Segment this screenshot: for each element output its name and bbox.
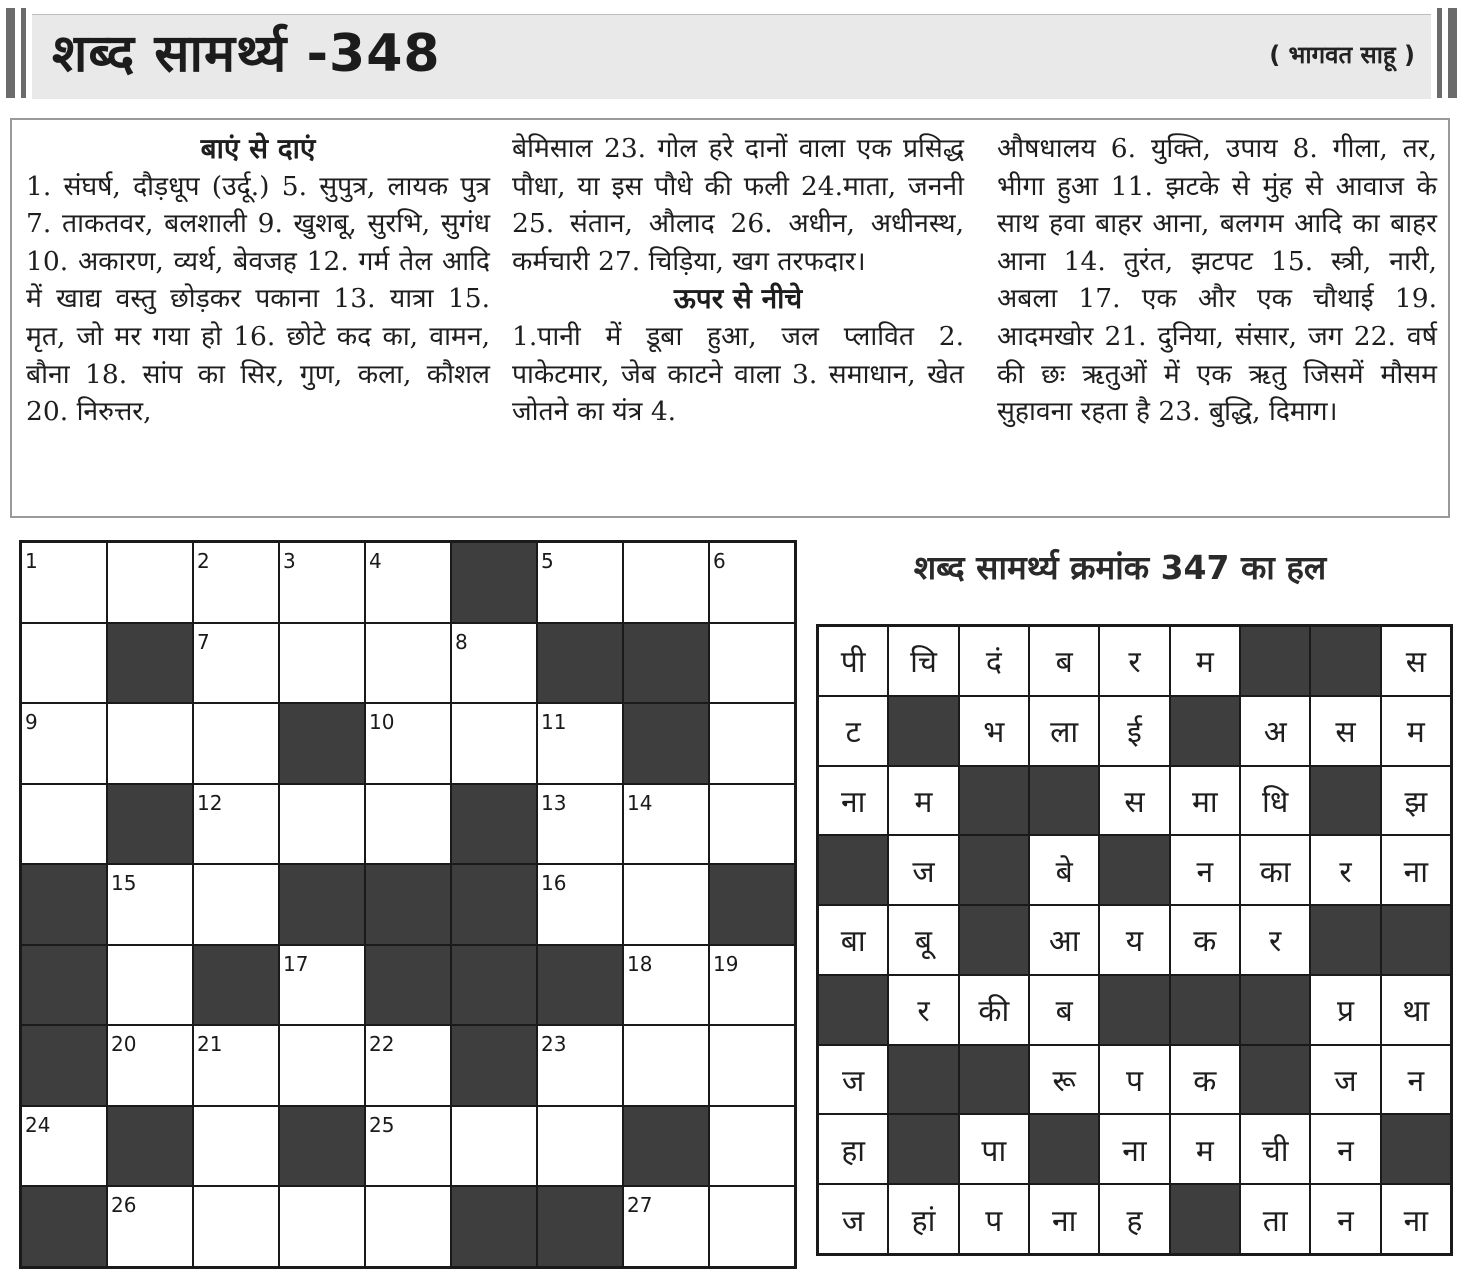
header-left-bar — [6, 8, 15, 98]
solution-cell-black — [818, 835, 888, 905]
clue-number: 13 — [541, 790, 567, 815]
grid-cell-black — [451, 1025, 537, 1106]
clue-number: 19 — [713, 951, 739, 976]
solution-cell: ना — [818, 766, 888, 836]
crossword-grid — [19, 540, 797, 1269]
clue-number: 8 — [455, 629, 468, 654]
grid-cell[interactable] — [21, 623, 107, 704]
down-heading: ऊपर से नीचे — [673, 282, 803, 316]
clue-number: 5 — [541, 549, 554, 573]
clue-number: 12 — [197, 790, 223, 815]
solution-cell: न — [1381, 1045, 1451, 1115]
solution-cell-black — [959, 766, 1029, 836]
grid-cell[interactable] — [365, 1106, 451, 1187]
solution-cell-black — [959, 905, 1029, 975]
solution-cell: दं — [959, 626, 1029, 696]
header-left-bar-thin — [21, 8, 26, 98]
grid-cell-black — [623, 1106, 709, 1187]
grid-cell[interactable] — [365, 542, 451, 623]
grid-cell-black — [365, 864, 451, 945]
solution-cell: ज — [1310, 1045, 1380, 1115]
clue-number: 1 — [25, 549, 38, 573]
clue-number: 26 — [111, 1193, 137, 1218]
down-clues-part-1: 1.पानी में डूबा हुआ, जल प्लावित 2. पाकेटमार, जेब काटने वाला 3. समाधान, खेत जोतने का यंत्र 4. — [512, 320, 964, 428]
grid-cell[interactable] — [193, 623, 279, 704]
solution-cell: हा — [818, 1114, 888, 1184]
grid-cell[interactable] — [709, 703, 795, 784]
solution-cell: अ — [1240, 696, 1310, 766]
grid-cell[interactable] — [279, 945, 365, 1026]
solution-cell-black — [818, 975, 888, 1045]
solution-cell-black — [1240, 1045, 1310, 1115]
solution-cell: ज — [818, 1184, 888, 1254]
grid-cell-black — [451, 784, 537, 865]
clue-number: 22 — [369, 1032, 395, 1057]
solution-cell: स — [1381, 626, 1451, 696]
header-right-bar-thin — [1437, 8, 1442, 98]
header-right-bar — [1448, 8, 1457, 98]
clue-number: 25 — [369, 1112, 395, 1137]
grid-cell[interactable] — [193, 784, 279, 865]
grid-cell[interactable] — [21, 542, 107, 623]
solution-cell: हां — [888, 1184, 958, 1254]
clue-number: 17 — [283, 951, 309, 976]
solution-cell-black — [888, 1114, 958, 1184]
grid-cell[interactable] — [451, 703, 537, 784]
grid-cell[interactable] — [537, 1025, 623, 1106]
grid-cell[interactable] — [623, 1186, 709, 1267]
solution-cell: क — [1170, 905, 1240, 975]
solution-cell: बा — [818, 905, 888, 975]
grid-cell-black — [279, 703, 365, 784]
solution-cell: का — [1240, 835, 1310, 905]
solution-cell: की — [959, 975, 1029, 1045]
solution-cell-black — [1170, 1184, 1240, 1254]
solution-cell: प — [959, 1184, 1029, 1254]
clue-number: 23 — [541, 1032, 567, 1057]
solution-cell: स — [1310, 696, 1380, 766]
grid-cell-black — [451, 945, 537, 1026]
solution-cell: पी — [818, 626, 888, 696]
solution-cell-black — [1381, 1114, 1451, 1184]
solution-cell-black — [1029, 1114, 1099, 1184]
clue-number: 16 — [541, 871, 567, 896]
solution-cell: ब — [1029, 626, 1099, 696]
grid-cell[interactable] — [709, 784, 795, 865]
clue-number: 18 — [627, 951, 653, 976]
solution-cell: झ — [1381, 766, 1451, 836]
grid-cell[interactable] — [107, 1186, 193, 1267]
grid-cell-black — [21, 1186, 107, 1267]
solution-cell: भ — [959, 696, 1029, 766]
grid-cell[interactable] — [279, 623, 365, 704]
solution-cell: ना — [1029, 1184, 1099, 1254]
grid-cell-black — [537, 1186, 623, 1267]
grid-cell-black — [537, 945, 623, 1026]
solution-cell: ई — [1099, 696, 1169, 766]
solution-cell: य — [1099, 905, 1169, 975]
solution-cell: ला — [1029, 696, 1099, 766]
solution-cell: आ — [1029, 905, 1099, 975]
solution-cell: ना — [1381, 835, 1451, 905]
solution-cell: पा — [959, 1114, 1029, 1184]
solution-cell-black — [1099, 835, 1169, 905]
solution-cell: ह — [1099, 1184, 1169, 1254]
solution-cell: ट — [818, 696, 888, 766]
solution-cell: धि — [1240, 766, 1310, 836]
grid-cell[interactable] — [709, 623, 795, 704]
solution-cell-black — [1310, 905, 1380, 975]
grid-cell[interactable] — [709, 1186, 795, 1267]
grid-cell[interactable] — [279, 1186, 365, 1267]
grid-cell[interactable] — [623, 784, 709, 865]
solution-cell: बू — [888, 905, 958, 975]
header-banner — [6, 8, 1457, 98]
grid-cell[interactable] — [365, 623, 451, 704]
grid-cell[interactable] — [709, 945, 795, 1026]
solution-cell: क — [1170, 1045, 1240, 1115]
solution-cell: प — [1099, 1045, 1169, 1115]
grid-cell-black — [107, 784, 193, 865]
grid-cell-black — [451, 1186, 537, 1267]
solution-cell: ज — [818, 1045, 888, 1115]
clue-number: 20 — [111, 1032, 137, 1057]
solution-cell-black — [1099, 975, 1169, 1045]
solution-cell: ता — [1240, 1184, 1310, 1254]
clue-number: 27 — [627, 1193, 653, 1218]
grid-cell[interactable] — [193, 1106, 279, 1187]
grid-cell[interactable] — [537, 542, 623, 623]
grid-cell-black — [451, 864, 537, 945]
clue-number: 15 — [111, 871, 137, 896]
solution-cell: र — [1240, 905, 1310, 975]
clue-number: 21 — [197, 1032, 223, 1057]
grid-cell[interactable] — [107, 1025, 193, 1106]
grid-cell-black — [21, 945, 107, 1026]
grid-cell[interactable] — [107, 703, 193, 784]
grid-cell[interactable] — [451, 1106, 537, 1187]
grid-cell[interactable] — [623, 864, 709, 945]
solution-cell: म — [888, 766, 958, 836]
solution-cell: स — [1099, 766, 1169, 836]
solution-cell: मा — [1170, 766, 1240, 836]
clue-column-3 — [997, 130, 1437, 431]
grid-cell[interactable] — [193, 864, 279, 945]
across-heading: बाएं से दाएं — [200, 132, 316, 165]
grid-cell-black — [107, 623, 193, 704]
grid-cell[interactable] — [709, 1025, 795, 1106]
grid-cell[interactable] — [279, 784, 365, 865]
grid-cell[interactable] — [107, 945, 193, 1026]
clue-number: 2 — [197, 549, 210, 573]
solution-cell: चि — [888, 626, 958, 696]
across-clues-part-2: बेमिसाल 23. गोल हरे दानों वाला एक प्रसिद्ध पौधा, या इस पौधे की फली 24.माता, जननी 25. संतान, औलाद 26. अधीन, अधीनस्थ, कर्मचारी 27. चिड़िया, खग तरफदार। — [512, 133, 964, 277]
grid-cell[interactable] — [193, 703, 279, 784]
grid-cell-black — [279, 1106, 365, 1187]
grid-cell[interactable] — [537, 864, 623, 945]
solution-cell-black — [1240, 626, 1310, 696]
solution-cell: म — [1381, 696, 1451, 766]
solution-cell: म — [1170, 626, 1240, 696]
grid-cell[interactable] — [365, 784, 451, 865]
clue-number: 3 — [283, 549, 296, 573]
author-credit: ( भागवत साहू ) — [1269, 41, 1415, 69]
grid-cell[interactable] — [537, 1106, 623, 1187]
solution-cell: न — [1170, 835, 1240, 905]
grid-cell[interactable] — [21, 1106, 107, 1187]
grid-cell[interactable] — [365, 703, 451, 784]
grid-cell[interactable] — [279, 1025, 365, 1106]
grid-cell-black — [193, 945, 279, 1026]
grid-cell[interactable] — [623, 1025, 709, 1106]
solution-title: शब्द सामर्थ्य क्रमांक 347 का हल — [913, 548, 1327, 587]
grid-cell-black — [21, 864, 107, 945]
clue-column-1 — [26, 130, 490, 431]
grid-cell[interactable] — [107, 542, 193, 623]
solution-cell-black — [1029, 766, 1099, 836]
grid-cell[interactable] — [193, 1025, 279, 1106]
puzzle-title: शब्द सामर्थ्य -348 — [52, 24, 441, 84]
grid-cell[interactable] — [623, 542, 709, 623]
grid-cell-black — [623, 623, 709, 704]
solution-cell-black — [888, 1045, 958, 1115]
solution-cell: ची — [1240, 1114, 1310, 1184]
clue-number: 4 — [369, 549, 382, 573]
solution-cell: ना — [1381, 1184, 1451, 1254]
grid-cell-black — [107, 1106, 193, 1187]
grid-cell[interactable] — [451, 623, 537, 704]
clue-number: 24 — [25, 1112, 51, 1137]
solution-cell: ना — [1099, 1114, 1169, 1184]
clue-column-2 — [512, 130, 964, 431]
grid-cell[interactable] — [107, 864, 193, 945]
solution-cell: बे — [1029, 835, 1099, 905]
solution-cell: र — [1310, 835, 1380, 905]
solution-cell-black — [1310, 626, 1380, 696]
clue-number: 7 — [197, 629, 210, 654]
grid-cell[interactable] — [709, 542, 795, 623]
grid-cell[interactable] — [537, 703, 623, 784]
grid-cell-black — [365, 945, 451, 1026]
solution-cell: था — [1381, 975, 1451, 1045]
solution-cell: र — [1099, 626, 1169, 696]
grid-cell[interactable] — [21, 703, 107, 784]
solution-cell: ब — [1029, 975, 1099, 1045]
clues-box — [10, 118, 1450, 518]
grid-cell[interactable] — [193, 1186, 279, 1267]
clue-number: 14 — [627, 790, 653, 815]
solution-cell: न — [1310, 1114, 1380, 1184]
grid-cell[interactable] — [21, 784, 107, 865]
clue-number: 10 — [369, 710, 395, 735]
solution-grid — [816, 624, 1453, 1256]
grid-cell[interactable] — [279, 542, 365, 623]
solution-cell: न — [1310, 1184, 1380, 1254]
grid-cell-black — [279, 864, 365, 945]
solution-cell: ज — [888, 835, 958, 905]
grid-cell-black — [451, 542, 537, 623]
solution-cell: म — [1170, 1114, 1240, 1184]
solution-cell-black — [1240, 975, 1310, 1045]
grid-cell[interactable] — [537, 784, 623, 865]
solution-cell-black — [1381, 905, 1451, 975]
down-clues-part-2: औषधालय 6. युक्ति, उपाय 8. गीला, तर, भीगा हुआ 11. झटके से मुंह से आवाज के साथ हवा बाहर आना, बलगम आदि का बाहर आना 14. तुरंत, झटपट 15. स्त्री, नारी, अबला 17. एक और एक चौथाई 19. आदमखोर 21. दुनिया, संसार, जग 22. वर्ष की छः ऋतुओं में एक ऋतु जिसमें मौसम सुहावना रहता है 23. बुद्धि, दिमाग। — [997, 133, 1437, 428]
solution-cell-black — [1170, 696, 1240, 766]
solution-cell-black — [888, 696, 958, 766]
grid-cell[interactable] — [709, 1106, 795, 1187]
solution-cell: प्र — [1310, 975, 1380, 1045]
grid-cell[interactable] — [623, 945, 709, 1026]
grid-cell-black — [623, 703, 709, 784]
grid-cell-black — [709, 864, 795, 945]
across-clues-part-1: 1. संघर्ष, दौड़धूप (उर्दू.) 5. सुपुत्र, लायक पुत्र 7. ताकतवर, बलशाली 9. खुशबू, सुरभि, सुगंध 10. अकारण, व्यर्थ, बेवजह 12. गर्म तेल आदि में खाद्य वस्तु छोड़कर पकाना 13. यात्रा 15. मृत, जो मर गया हो 16. छोटे कद का, वामन, बौना 18. सांप का सिर, गुण, कला, कौशल 20. निरुत्तर, — [26, 170, 490, 428]
solution-cell: र — [888, 975, 958, 1045]
clue-number: 9 — [25, 710, 38, 735]
clue-number: 11 — [541, 710, 567, 735]
grid-cell-black — [21, 1025, 107, 1106]
solution-cell-black — [1310, 766, 1380, 836]
solution-cell-black — [959, 835, 1029, 905]
grid-cell[interactable] — [365, 1186, 451, 1267]
grid-cell-black — [537, 623, 623, 704]
solution-cell-black — [959, 1045, 1029, 1115]
solution-cell-black — [1170, 975, 1240, 1045]
grid-cell[interactable] — [365, 1025, 451, 1106]
solution-cell: रू — [1029, 1045, 1099, 1115]
clue-number: 6 — [713, 549, 726, 573]
grid-cell[interactable] — [193, 542, 279, 623]
